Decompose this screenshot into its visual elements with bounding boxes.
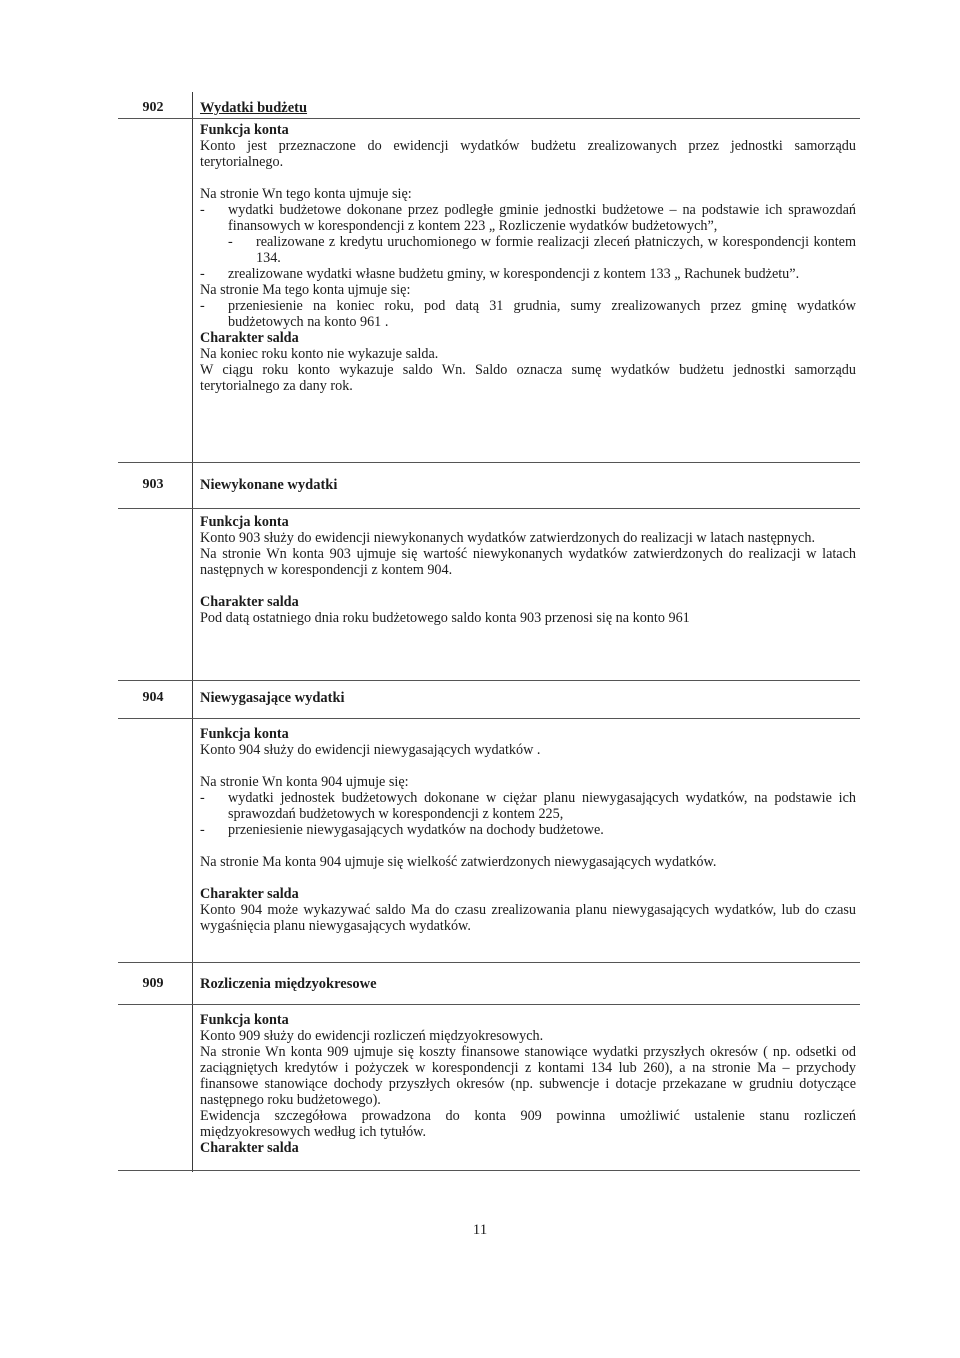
- paragraph: Konto 904 może wykazywać saldo Ma do czasu zrealizowania planu niewygasających wydatków, lub do czasu wygaśnięcia planu niewygasających wydatków.: [200, 902, 856, 934]
- heading-charakter-salda: Charakter salda: [200, 886, 299, 902]
- paragraph: Konto 903 służy do ewidencji niewykonanych wydatków zatwierdzonych do realizacji w latach następnych.: [200, 530, 815, 546]
- paragraph: Na stronie Wn konta 909 ujmuje się koszty finansowe stanowiące wydatki przyszłych okresów ( np. odsetki od zaciągniętych kredytów i pożyczek w korespondencji z kontami 134 lub 260), a na stronie Ma – przychody finansowe stanowiące dochody przyszłych okresów (np. subwencje i dotacje przekazane w grudniu dotyczące następnego roku budżetowego).: [200, 1044, 856, 1108]
- paragraph: Pod datą ostatniego dnia roku budżetowego saldo konta 903 przenosi się na konto 961: [200, 610, 690, 626]
- account-number-909: 909: [142, 976, 164, 991]
- list-item: - realizowane z kredytu uruchomionego w formie realizacji zleceń płatniczych, w korespondencji kontem 134.: [228, 234, 856, 266]
- account-909-title-cell: [200, 976, 856, 992]
- account-904-title-cell: [200, 690, 856, 706]
- account-903-title-cell: [200, 477, 856, 493]
- heading-charakter-salda: Charakter salda: [200, 1140, 299, 1156]
- paragraph: Konto 909 służy do ewidencji rozliczeń międzyokresowych.: [200, 1028, 544, 1044]
- row-divider: [118, 1004, 860, 1005]
- paragraph: Na koniec roku konto nie wykazuje salda.: [200, 346, 439, 362]
- paragraph: Ewidencja szczegółowa prowadzona do konta 909 powinna umożliwić ustalenie stanu rozliczeń międzyokresowych według ich tytułów.: [200, 1108, 856, 1140]
- heading-funkcja-konta: Funkcja konta: [200, 122, 289, 138]
- row-divider: [118, 718, 860, 719]
- account-904-content: [200, 726, 856, 934]
- heading-charakter-salda: Charakter salda: [200, 594, 299, 610]
- row-divider: [118, 118, 860, 119]
- row-divider: [118, 680, 860, 681]
- list-item: - przeniesienie niewygasających wydatków na dochody budżetowe.: [200, 822, 604, 838]
- list-item: - zrealizowane wydatki własne budżetu gminy, w korespondencji z kontem 133 „ Rachunek budżetu”.: [200, 266, 800, 282]
- page-number: 11: [472, 1222, 488, 1238]
- account-title: Rozliczenia międzyokresowe: [200, 976, 377, 992]
- paragraph: W ciągu roku konto wykazuje saldo Wn. Saldo oznacza sumę wydatków budżetu jednostki samorządu terytorialnego za dany rok.: [200, 362, 856, 394]
- heading-charakter-salda: Charakter salda: [200, 330, 299, 346]
- account-title: Niewygasające wydatki: [200, 690, 345, 706]
- paragraph: Na stronie Wn konta 904 ujmuje się:: [200, 774, 409, 790]
- account-902-title-cell: [200, 100, 856, 116]
- list-item: - wydatki budżetowe dokonane przez podległe gminie jednostki budżetowe – na podstawie ich sprawozdań finansowych w korespondencji z kontem 223 „ Rozliczenie wydatków budżetowych”,: [200, 202, 856, 234]
- paragraph: Na stronie Ma tego konta ujmuje się:: [200, 282, 411, 298]
- account-title: Niewykonane wydatki: [200, 477, 338, 493]
- account-number-902: 902: [142, 100, 164, 115]
- heading-funkcja-konta: Funkcja konta: [200, 1012, 289, 1028]
- account-number-904: 904: [142, 690, 164, 705]
- list-item: - przeniesienie na koniec roku, pod datą 31 grudnia, sumy zrealizowanych przez gminę wydatków budżetowych na konto 961 .: [200, 298, 856, 330]
- heading-funkcja-konta: Funkcja konta: [200, 726, 289, 742]
- account-909-content: [200, 1012, 856, 1156]
- paragraph: Na stronie Ma konta 904 ujmuje się wielkość zatwierdzonych niewygasających wydatków.: [200, 854, 717, 870]
- column-divider: [192, 92, 193, 1172]
- paragraph: Na stronie Wn konta 903 ujmuje się wartość niewykonanych wydatków zatwierdzonych do realizacji w latach następnych w korespondencji z kontem 904.: [200, 546, 856, 578]
- row-divider: [118, 462, 860, 463]
- row-divider: [118, 508, 860, 509]
- account-903-content: [200, 514, 856, 626]
- account-title: Wydatki budżetu: [200, 100, 308, 116]
- paragraph: Konto jest przeznaczone do ewidencji wydatków budżetu zrealizowanych przez jednostki samorządu terytorialnego.: [200, 138, 856, 170]
- paragraph: Konto 904 służy do ewidencji niewygasających wydatków .: [200, 742, 541, 758]
- heading-funkcja-konta: Funkcja konta: [200, 514, 289, 530]
- row-divider: [118, 1170, 860, 1171]
- account-number-903: 903: [142, 477, 164, 492]
- row-divider: [118, 962, 860, 963]
- paragraph: Na stronie Wn tego konta ujmuje się:: [200, 186, 412, 202]
- account-902-content: [200, 122, 856, 394]
- list-item: - wydatki jednostek budżetowych dokonane w ciężar planu niewygasających wydatków, na podstawie ich sprawozdań budżetowych w korespondencji z kontem 225,: [200, 790, 856, 822]
